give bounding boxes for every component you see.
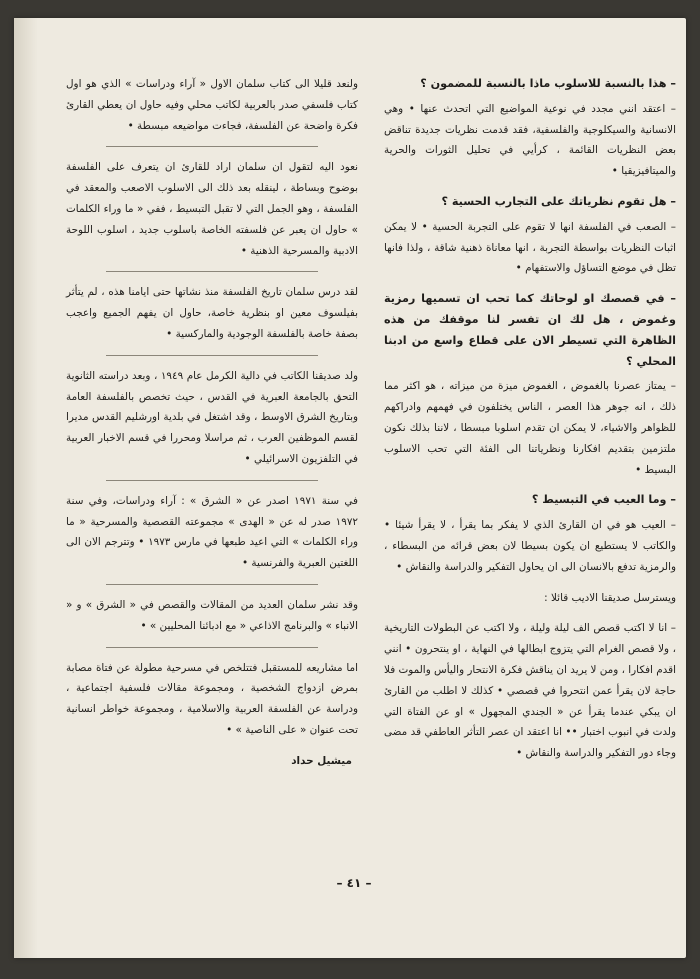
question-text: – في قصصك او لوحاتك كما تحب ان تسميها رمزية وغموض ، هل لك ان تفسر لنا موقفك من هذه الظاهرة التي تسيطر الان على قطاع واسع من ادبنا المحلي ؟: [384, 292, 676, 368]
section-divider: [106, 480, 318, 481]
qa-block: [384, 618, 676, 764]
answer-text: – يمتاز عصرنا بالغموض ، الغموض ميزة من ميزاته ، هو اكثر مما ذلك ، انه جوهر هذا العصر ، الناس يختلفون في فهمهم وادراكهم للظواهر والاشياء، لا يمكن ان تقدم اسلوبا مبسطا ، لاننا بذلك نكون ملتزمين بتقديم افكارنا ونظرياتنا الى الفئة التي تحب الاسلوب البسيط •: [384, 380, 676, 476]
paragraph: ولد صديقنا الكاتب في دالية الكرمل عام ١٩٤٩ ، وبعد دراسته الثانوية التحق بالجامعة العبرية في القدس ، حيث تخصص بالفلسفة العامة وبتاريخ الشرق الاوسط ، وقد اشتغل في بلدية اورشليم القدس مديرا لقسم الموظفين العرب ، ثم مراسلا ومحررا في قسم الاخبار العربية في التلفزيون الاسرائيلي •: [66, 369, 359, 465]
answer-text: – انا لا اكتب قصص الف ليلة وليلة ، ولا اكتب عن البطولات التاريخية ، ولا قصص الغرام التي يتزوج ابطالها في النهاية ، او ينتحرون • انني اقدم افكارا ، ومن لا يريد ان يناقش فكرة الانتحار واليأس والموت فلا حاجة لان يقرأ عمن انتحروا في قصصي • كذلك لا اطلب من القارئ ان يبكي عندما يقرأ عن « الجندي المجهول » او عن الفتاة التي ولدت في انبوب اختبار •• انا اعتقد ان عصر التأثر العاطفي قد مضى وجاء دور التفكير والدراسة والنقاش •: [384, 622, 676, 760]
answer-text: – الصعب في الفلسفة انها لا تقوم على التجربة الحسية • لا يمكن اثبات النظريات بواسطة التجربة ، انها معاناة ذهنية شاقة ، ولذا فانها تظل في موضع التساؤل والاستفهام •: [384, 220, 676, 275]
section-divider: [106, 647, 318, 648]
qa-block: [384, 289, 676, 480]
paragraph: وقد نشر سلمان العديد من المقالات والقصص في « الشرق » و « الانباء » والبرنامج الاذاعي « مع ادبائنا المحليين » •: [66, 598, 358, 632]
author-signature: ميشيل حداد: [291, 754, 352, 767]
qa-block: [384, 588, 676, 609]
answer-text: – اعتقد انني مجدد في نوعية المواضيع التي اتحدث عنها • وهي الانسانية والسيكلوجية والفلسفية، فقد قدمت نظريات جديدة تناقض بعض النظريات القائمة ، كرأيي في تحليل الثورات والحرية والميتافيزيقيا •: [384, 102, 676, 178]
qa-block: [384, 192, 676, 279]
qa-block: [384, 490, 676, 577]
section-divider: [106, 355, 318, 356]
page-number: – ٤١ –: [336, 876, 372, 890]
paragraph: لقد درس سلمان تاريخ الفلسفة منذ نشاتها حتى ايامنا هذه ، لم يتأثر بفيلسوف معين او بنظرية خاصة، حاول ان يفهم الجميع واعجب بصفة خاصة بالفلسفة الوجودية والماركسية •: [66, 286, 358, 340]
paragraph: في سنة ١٩٧١ اصدر عن « الشرق » : آراء ودراسات، وفي سنة ١٩٧٢ صدر له عن « الهدى » مجموعته القصصية والمسرحية « ما وراء الكلمات » التي اعيد طبعها في مارس ١٩٧٣ • وتترجم الان الى اللغتين العبرية والفرنسية •: [66, 494, 358, 570]
question-text: – هذا بالنسبة للاسلوب ماذا بالنسبة للمضمون ؟: [420, 77, 676, 90]
section-divider: [106, 271, 318, 272]
right-column: [384, 74, 676, 774]
answer-text: ويسترسل صديقنا الاديب قائلا :: [544, 591, 676, 604]
page-binding-edge: [14, 18, 38, 958]
question-text: – هل تقوم نظرياتك على التجارب الحسية ؟: [441, 194, 676, 208]
answer-text: – العيب هو في ان القارئ الذي لا يفكر بما يقرأ ، لا يقرأ شيئا • والكاتب لا يستطيع ان يكون بسيطا لان بعض قرائه من البسطاء ، والرمزية تدفع بالانسان الى ان يحاول التفكير والدراسة والنقاش •: [384, 519, 676, 573]
section-divider: [106, 584, 318, 585]
qa-block: [384, 74, 676, 182]
question-text: – وما العيب في التبسيط ؟: [531, 493, 676, 507]
paragraph: نعود اليه لتقول ان سلمان اراد للقارئ ان يتعرف على الفلسفة بوضوح وبساطة ، لينقله بعد ذلك الى الاسلوب الاصعب والمعقد في الفلسفة ، وهو الجمل التي لا تقبل التبسيط ، ففي « ما وراء الكلمات » حاول ان يعبر عن فلسفته الخاصة باسلوب جديد ، اسلوب اللوحة الادبية والمسرحية الذهنية •: [66, 161, 358, 257]
section-divider: [106, 146, 318, 147]
document-page: [14, 18, 686, 958]
paragraph: اما مشاريعه للمستقبل فتتلخص في مسرحية مطولة عن فتاة مصابة بمرض ازدواج الشخصية ، ومجموعة مقالات فلسفية اجتماعية ، ودراسة عن الفلسفة العربية والاسلامية ، ومجموعة خواطر انسانية تحت عنوان « على الناصية » •: [66, 661, 358, 736]
left-column: [66, 74, 358, 772]
paragraph: ولنعد قليلا الى كتاب سلمان الاول « آراء ودراسات » الذي هو اول كتاب فلسفي صدر بالعربية لكاتب محلي وفيه حاول ان يعطي القارئ فكرة واضحة عن الفلسفة، فجاءت مواضيعه مبسطة •: [66, 78, 358, 132]
